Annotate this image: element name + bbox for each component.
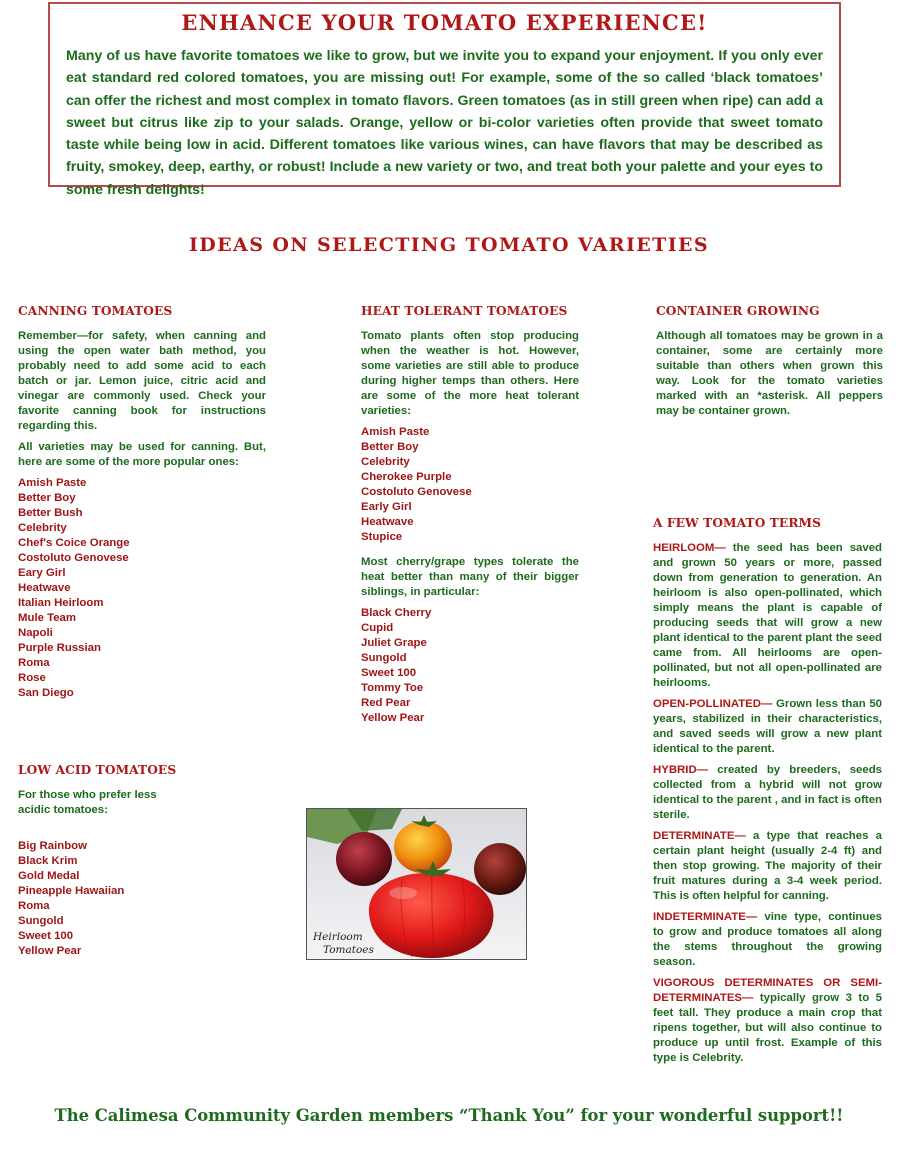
heat-variety-item: Early Girl [361,501,412,513]
canning-variety-item: Napoli [18,627,53,639]
heat-section [361,304,579,726]
low-acid-paragraph: For those who prefer less acidic tomatoes: [18,789,157,816]
heirloom-tomatoes-photo [306,808,527,960]
term-definition [653,829,882,904]
cherry-variety-item: Black Cherry [361,607,432,619]
canning-paragraph-1: Remember—for safety, when canning and using the open water bath method, you probably need to add some acid to each batch or jar. Lemon juice, citric acid and vinegar are commonly used. Check your favorite canning book for instructions regarding this. [18,330,266,432]
terms-list [653,541,882,1066]
low-acid-section [18,763,178,959]
term-definition [653,976,882,1066]
container-title: CONTAINER GROWING [656,304,820,318]
heat-variety-item: Stupice [361,531,403,543]
heat-variety-item: Celebrity [361,456,410,468]
canning-variety-item: Heatwave [18,582,71,594]
term-text: created by breeders, seeds collected from a hybrid will not grow identical to the parent , and in fact is often sterile. [653,764,882,821]
canning-variety-item: Better Boy [18,492,76,504]
low-acid-variety-item: Big Rainbow [18,840,87,852]
canning-variety-item: Celebrity [18,522,67,534]
cherry-variety-item: Sungold [361,652,407,664]
photo-caption [313,931,374,957]
heat-variety-item: Better Boy [361,441,419,453]
cherry-variety-item: Juliet Grape [361,637,427,649]
canning-variety-item: Mule Team [18,612,77,624]
low-acid-list [18,839,178,959]
term-definition [653,763,882,823]
cherry-variety-item: Yellow Pear [361,712,425,724]
cherry-variety-item: Cupid [361,622,394,634]
cherry-variety-item: Sweet 100 [361,667,417,679]
canning-variety-item: Eary Girl [18,567,66,579]
low-acid-variety-item: Sungold [18,915,64,927]
low-acid-variety-item: Yellow Pear [18,945,82,957]
canning-variety-item: Chef's Coice Orange [18,537,130,549]
canning-variety-item: Roma [18,657,50,669]
term-definition [653,910,882,970]
term-definition [653,697,882,757]
intro-body: Many of us have favorite tomatoes we like to grow, but we invite you to expand your enjoyment. If you only ever eat standard red colored tomatoes, you are missing out! For example, some of the so called ‘black tomatoes’ can offer the richest and most complex in tomato flavors. Green tomatoes (as in still green when ripe) can add a sweet but citrus like zip to your salads. Orange, yellow or bi-color varieties often provide that sweet tomato taste while being low in acid. Different tomatoes like various wines, can have flavors that may be described as fruity, smokey, deep, earthy, or robust! Include a new variety or two, and treat both your palette and your eyes to some fresh delights! [66,48,823,198]
term-name: HYBRID— [653,764,709,776]
heat-title: HEAT TOLERANT TOMATOES [361,304,568,318]
canning-variety-item: Costoluto Genovese [18,552,129,564]
thank-you-message: The Calimesa Community Garden members “Thank You” for your wonderful support!! [54,1106,844,1125]
heat-variety-item: Amish Paste [361,426,430,438]
canning-variety-item: Italian Heirloom [18,597,104,609]
heat-paragraph-2: Most cherry/grape types tolerate the heat better than many of their bigger siblings, in particular: [361,556,579,598]
low-acid-title: LOW ACID TOMATOES [18,763,177,777]
low-acid-variety-item: Pineapple Hawaiian [18,885,125,897]
photo-caption-line-1: Heirloom [313,931,363,943]
term-name: OPEN-POLLINATED— [653,698,773,710]
cherry-variety-item: Red Pear [361,697,411,709]
canning-title: CANNING TOMATOES [18,304,173,318]
term-name: VIGOROUS DETERMINATES OR SEMI-DETERMINATES— [653,977,882,1004]
canning-variety-item: Purple Russian [18,642,101,654]
low-acid-variety-item: Sweet 100 [18,930,74,942]
intro-title: ENHANCE YOUR TOMATO EXPERIENCE! [181,10,708,35]
term-text: a type that reaches a certain plant height (usually 2-4 ft) and then stop growing. The majority of their fruit matures during a 3-4 week period. This is often helpful for canning. [653,830,882,902]
canning-variety-item: Amish Paste [18,477,87,489]
heat-variety-item: Heatwave [361,516,414,528]
low-acid-variety-item: Black Krim [18,855,78,867]
canning-variety-item: Rose [18,672,46,684]
intro-box [48,2,841,198]
heat-paragraph-1: Tomato plants often stop producing when the weather is hot. However, some varieties are still able to produce during higher temps than others. Here are some of the more heat tolerant varieties: [361,330,579,417]
low-acid-variety-item: Roma [18,900,50,912]
canning-section [18,304,266,701]
heat-variety-item: Costoluto Genovese [361,486,472,498]
heat-list-1 [361,425,579,545]
terms-section [653,516,882,1072]
canning-variety-item: Better Bush [18,507,83,519]
term-text: vine type, continues to grow and produce tomatoes all along the stems throughout the growing season. [653,911,882,968]
photo-caption-line-2: Tomatoes [323,944,374,956]
canning-paragraph-2: All varieties may be used for canning. But, here are some of the more popular ones: [18,441,266,468]
container-paragraph: Although all tomatoes may be grown in a container, some are certainly more suitable than others when grown this way. Look for the tomato varieties marked with an *asterisk. All peppers may be container grown. [656,330,883,417]
heat-variety-item: Cherokee Purple [361,471,452,483]
term-text: Grown less than 50 years, stabilized in their characteristics, and saved seeds will grow a new plant identical to the parent. [653,698,882,755]
term-text: the seed has been saved and grown 50 years or more, passed down from generation to generation. An heirloom is also open-pollinated, which simply means the plant is capable of producing seeds that will grow a new plant identical to the parent plant the seed came from. All heirlooms are open-pollinated, but not all open-pollinated are heirlooms. [653,542,882,689]
ideas-title: IDEAS ON SELECTING TOMATO VARIETIES [189,234,709,256]
term-name: HEIRLOOM— [653,542,726,554]
term-definition [653,541,882,691]
term-text: typically grow 3 to 5 feet tall. They produce a main crop that ripens together, but will also continue to produce up until frost. Example of this type is Celebrity. [653,992,882,1064]
container-section [656,304,883,425]
low-acid-variety-item: Gold Medal [18,870,80,882]
term-name: INDETERMINATE— [653,911,758,923]
heat-list-2 [361,606,579,726]
canning-list [18,476,266,701]
term-name: DETERMINATE— [653,830,746,842]
canning-variety-item: San Diego [18,687,74,699]
terms-title: A FEW TOMATO TERMS [653,516,822,530]
cherry-variety-item: Tommy Toe [361,682,424,694]
